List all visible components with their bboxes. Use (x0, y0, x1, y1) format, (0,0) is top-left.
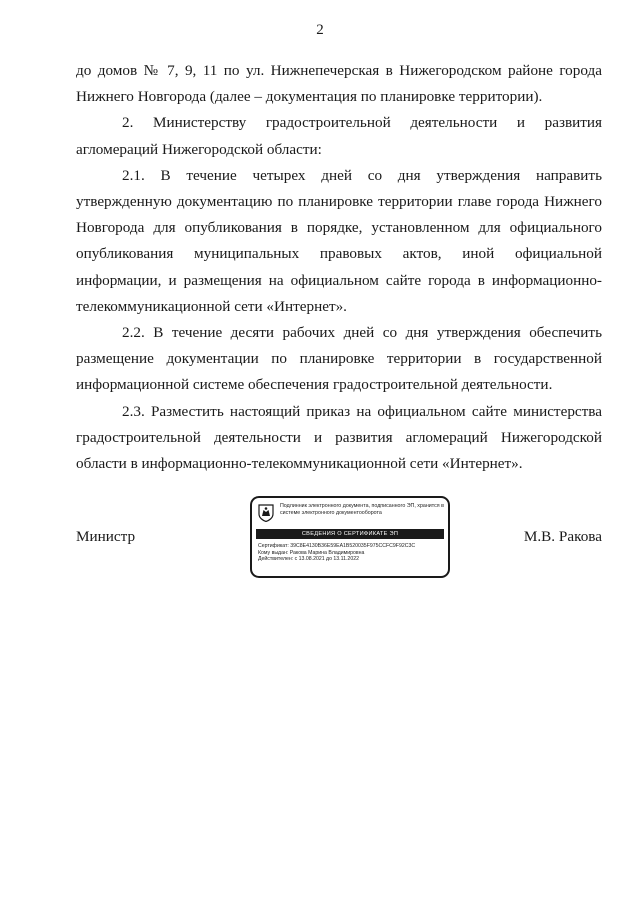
paragraph-item-2-1: 2.1. В течение четырех дней со дня утверждения направить утвержденную документацию по планировке территории главе города Нижнего Новгорода для опубликования в порядке, установленном для официального опубликования муниципальных правовых актов, иной официальной информации, и размещения на официальном сайте города в информационно-телекоммуникационной сети «Интернет». (76, 166, 602, 315)
signature-block (76, 496, 602, 582)
document-body (76, 58, 602, 477)
paragraph-continuation: до домов № 7, 9, 11 по ул. Нижнепечерская в Нижегородском районе города Нижнего Новгорода (далее – документация по планировке территории). (76, 62, 602, 106)
paragraph-item-2-2: 2.2. В течение десяти рабочих дней со дня утверждения обеспечить размещение документации по планировке территории в государственной информационной системе обеспечения градостроительной деятельности. (76, 324, 602, 394)
stamp-certificate: Сертификат: 39C8E4130B36E59EA1B520035F975CCFC9F92C3C (258, 543, 416, 549)
paragraph-item-2: 2. Министерству градостроительной деятельности и развития агломераций Нижегородской области: (76, 114, 602, 158)
coat-of-arms-icon (258, 504, 274, 522)
signatory-position: Министр (76, 528, 136, 545)
stamp-header: СВЕДЕНИЯ О СЕРТИФИКАТЕ ЭП (256, 529, 444, 539)
stamp-details (258, 543, 448, 563)
paragraph-item-2-3: 2.3. Разместить настоящий приказ на официальном сайте министерства градостроительной деятельности и развития агломераций Нижегородской области в информационно-телекоммуникационной сети «Интернет». (76, 402, 602, 473)
stamp-owner: Кому выдан: Ракова Марина Владимировна (258, 549, 365, 556)
stamp-notice: Подлинник электронного документа, подписанного ЭП, хранится в системе электронного документооборота (280, 503, 444, 516)
electronic-signature-stamp (250, 496, 450, 578)
stamp-validity: Действителен: с 13.08.2021 до 13.11.2022 (258, 556, 359, 563)
signatory-name: М.В. Ракова (523, 528, 602, 545)
page-number: 2 (316, 22, 324, 38)
